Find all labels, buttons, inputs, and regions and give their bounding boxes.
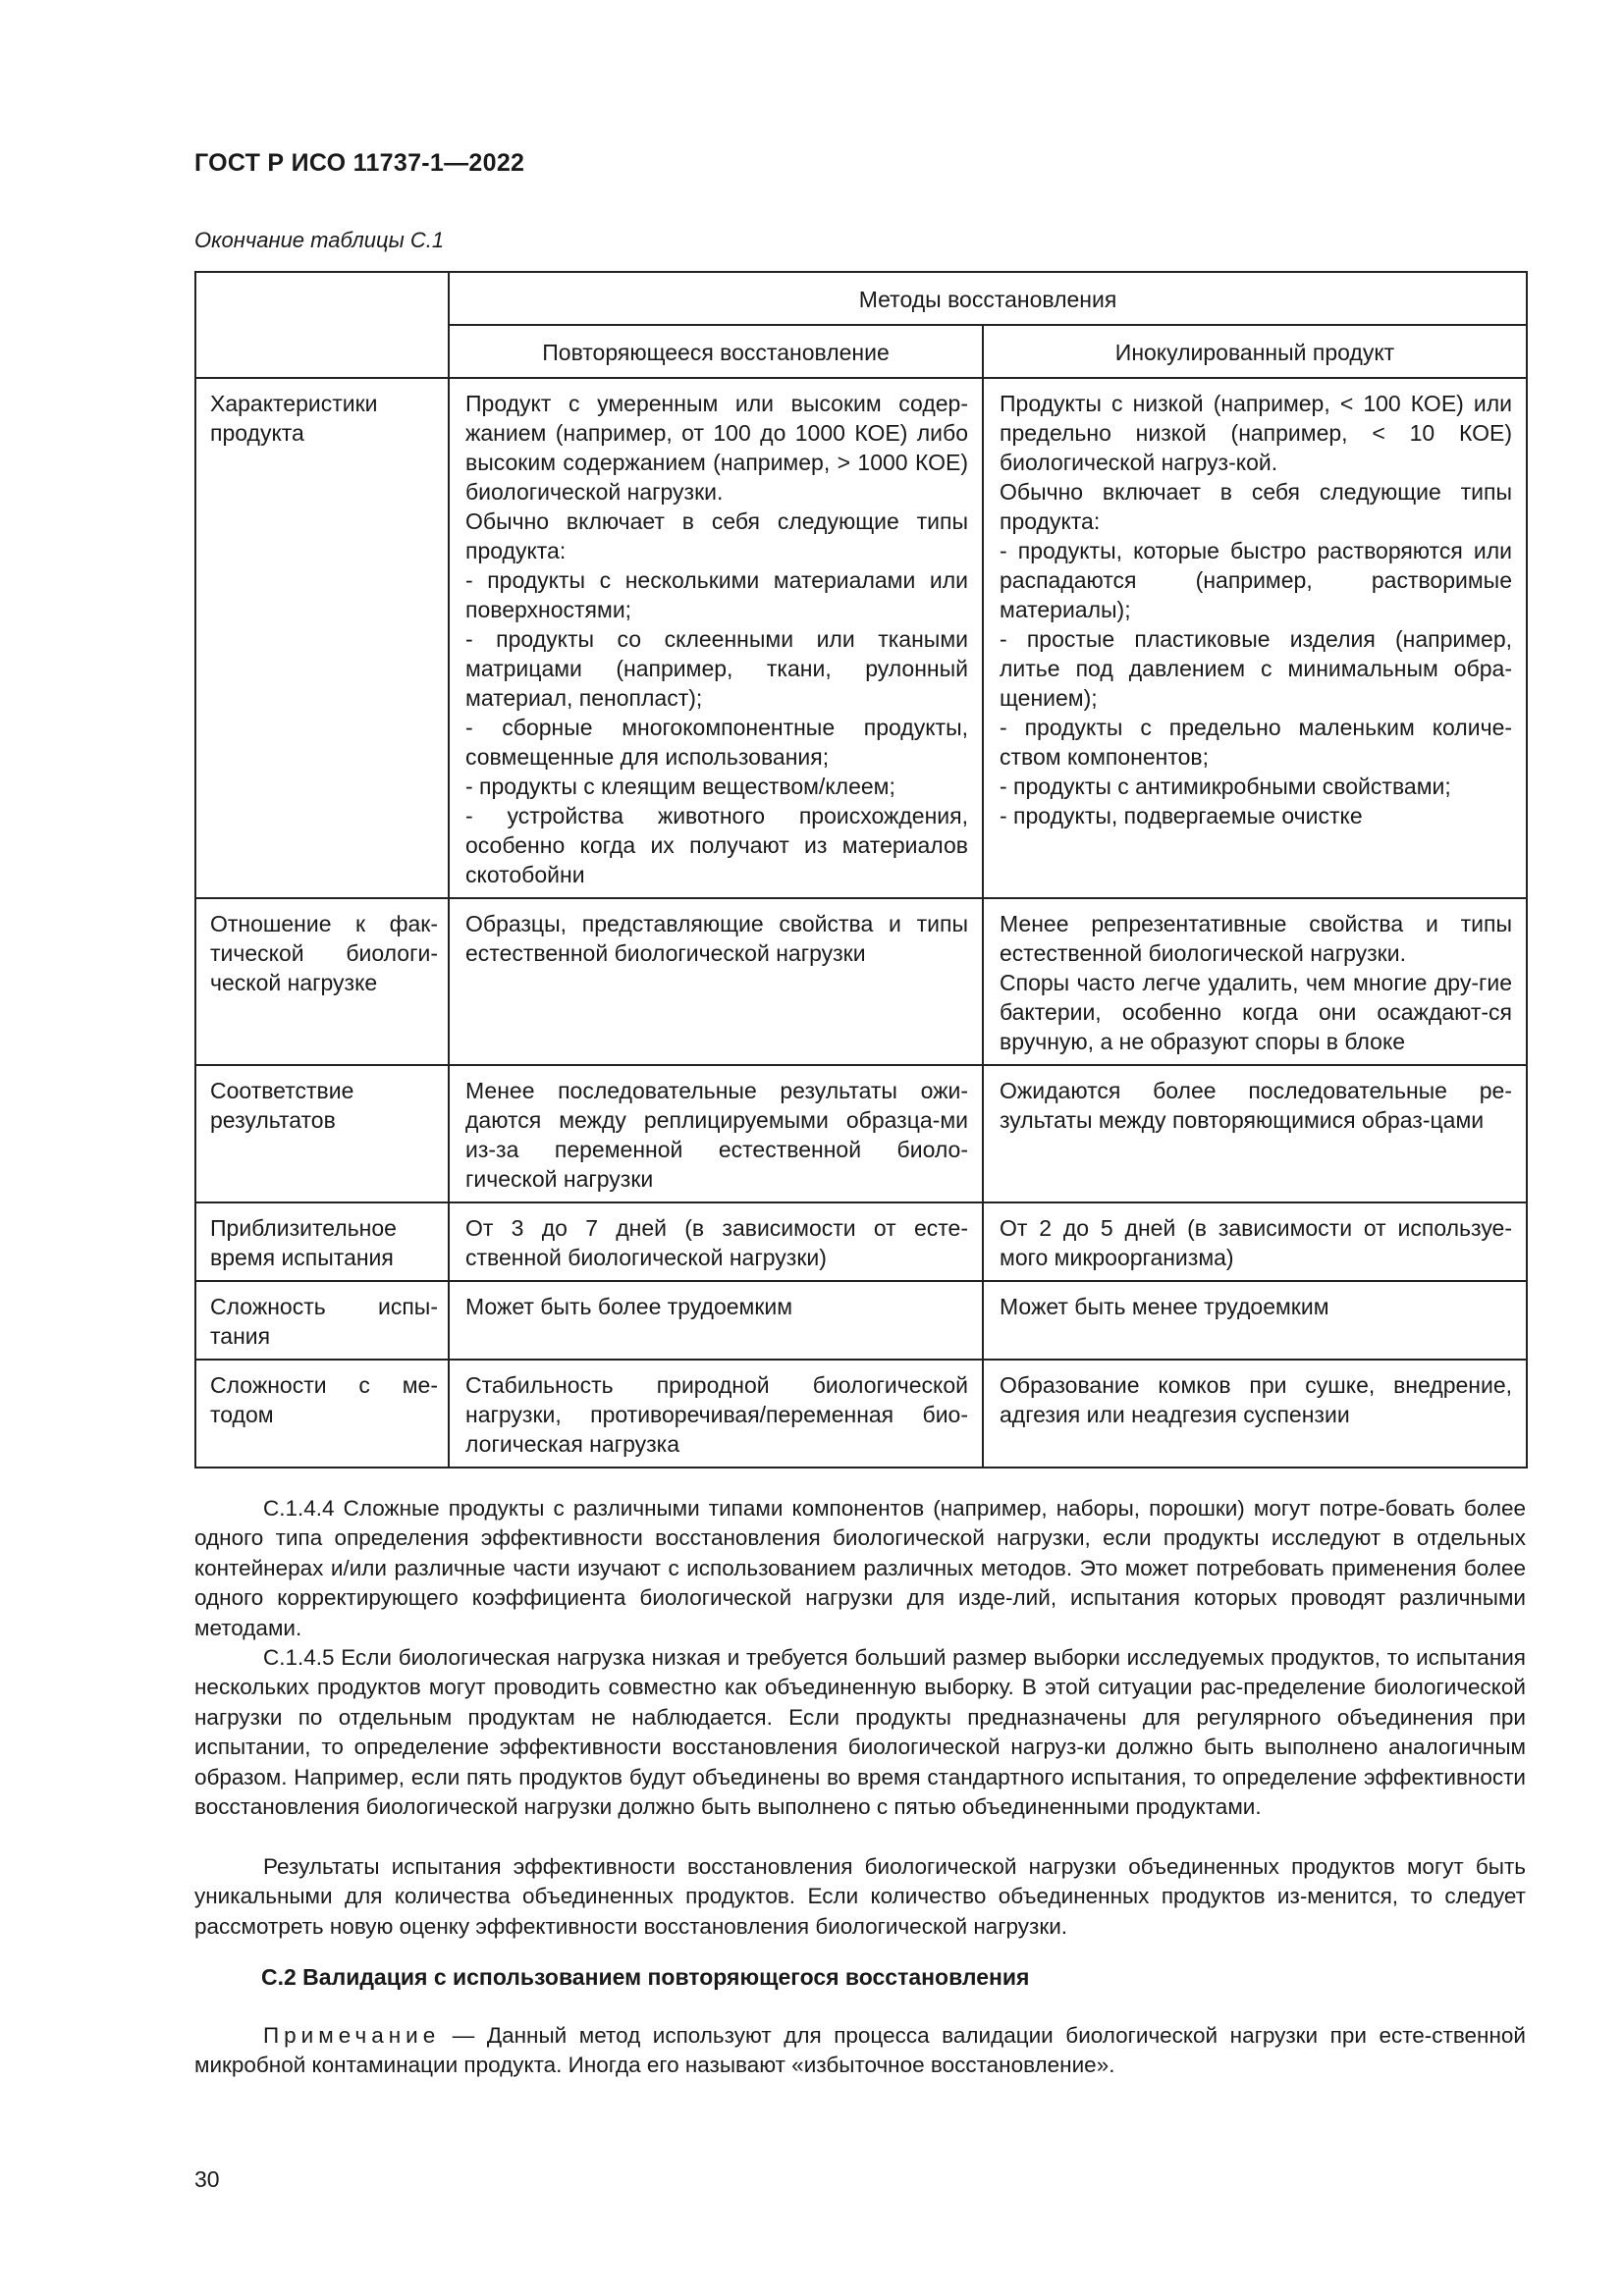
cell-line: Менее последовательные результаты ожи-даются между реплицируемыми образца-ми из-за переменной естественной биоло-гической нагрузки: [465, 1078, 968, 1192]
cell-repeated-recovery: [449, 1202, 983, 1281]
cell-line: - продукты, которые быстро растворяются или распадаются (например, растворимые материалы);: [1000, 538, 1513, 622]
cell-line: Образование комков при сушке, внедрение, адгезия или неадгезия суспензии: [1000, 1372, 1513, 1427]
paragraph-pooled-results: [194, 1852, 1526, 1942]
cell-repeated-recovery: [449, 898, 983, 1065]
cell-line: - сборные многокомпонентные продукты, совмещенные для использования;: [465, 715, 968, 770]
cell-line: Продукты с низкой (например, < 100 КОЕ) или предельно низкой (например, < 10 КОЕ) биологической нагруз-кой.: [1000, 391, 1513, 475]
cell-line: Ожидаются более последовательные ре-зультаты между повторяющимися образ-цами: [1000, 1078, 1513, 1133]
cell-line: Может быть менее трудоемким: [1000, 1294, 1329, 1319]
cell-line: Менее репрезентативные свойства и типы естественной биологической нагрузки.: [1000, 911, 1513, 966]
row-label: Приблизительное время испытания: [195, 1202, 449, 1281]
methods-comparison-table: [194, 271, 1528, 1468]
cell-line: От 3 до 7 дней (в зависимости от есте-ственной биологической нагрузки): [465, 1215, 968, 1270]
cell-line: Стабильность природной биологической нагрузки, противоречивая/переменная био-логическая нагрузка: [465, 1372, 968, 1457]
page-number: 30: [194, 2166, 220, 2192]
section-title-c2: С.2 Валидация с использованием повторяющегося восстановления: [261, 1964, 1030, 1990]
paragraph-text: С.1.4.4 Сложные продукты с различными типами компонентов (например, наборы, порошки) могут потре-бовать более одного типа определения эффективности восстановления биологической нагрузки, если продукты исследуют в отдельных контейнерах и/или различные части изучают с использованием различных методов. Это может потребовать применения более одного корректирующего коэффициента биологической нагрузки для изде-лий, испытания которых проводят различными методами.: [194, 1496, 1526, 1640]
cell-line: Может быть более трудоемким: [465, 1294, 793, 1319]
row-label: Сложность испы-тания: [195, 1281, 449, 1360]
note-paragraph: [194, 2021, 1526, 2081]
note-text: — Данный метод используют для процесса валидации биологической нагрузки при есте-ственной микробной контаминации продукта. Иногда его называют «избыточное восстановление».: [194, 2023, 1526, 2078]
document-header: ГОСТ Р ИСО 11737-1—2022: [194, 149, 525, 177]
cell-line: От 2 до 5 дней (в зависимости от используе-мого микроорганизма): [1000, 1215, 1513, 1270]
paragraph-c144: [194, 1494, 1526, 1643]
table-row: [195, 1202, 1527, 1281]
cell-inoculated-product: [983, 1281, 1527, 1360]
cell-line: Споры часто легче удалить, чем многие дру-гие бактерии, особенно когда они осаждают-ся вручную, а не образуют споры в блоке: [1000, 970, 1513, 1054]
row-label: Сложности с ме-тодом: [195, 1360, 449, 1468]
row-label: Соответствие результатов: [195, 1065, 449, 1202]
table-row: [195, 1281, 1527, 1360]
cell-line: - продукты с предельно маленьким количе-ством компонентов;: [1000, 715, 1513, 770]
cell-line: - устройства животного происхождения, особенно когда их получают из материалов скотобойни: [465, 803, 968, 887]
cell-line: - продукты, подвергаемые очистке: [1000, 803, 1363, 828]
cell-repeated-recovery: [449, 1065, 983, 1202]
cell-repeated-recovery: [449, 1360, 983, 1468]
cell-line: - продукты с несколькими материалами или поверхностями;: [465, 567, 968, 622]
cell-line: - простые пластиковые изделия (например, литье под давлением с минимальным обра-щением);: [1000, 626, 1513, 711]
table-row: [195, 1065, 1527, 1202]
cell-line: - продукты с антимикробными свойствами;: [1000, 774, 1451, 799]
cell-repeated-recovery: [449, 1281, 983, 1360]
table-row: [195, 1360, 1527, 1468]
cell-line: - продукты с клеящим веществом/клеем;: [465, 774, 895, 799]
cell-line: Образцы, представляющие свойства и типы естественной биологической нагрузки: [465, 911, 968, 966]
table-group-header-row: [195, 272, 1527, 325]
table-row: [195, 898, 1527, 1065]
paragraph-text: Результаты испытания эффективности восстановления биологической нагрузки объединенных продуктов могут быть уникальными для количества объединенных продуктов. Если количество объединенных продуктов из-менится, то следует рассмотреть новую оценку эффективности восстановления биологической нагрузки.: [194, 1854, 1526, 1939]
cell-repeated-recovery: [449, 378, 983, 898]
column-header-inoculated-product: Инокулированный продукт: [983, 325, 1527, 378]
paragraph-c145: [194, 1643, 1526, 1822]
table-corner-cell: [195, 272, 449, 378]
row-label: Характеристики продукта: [195, 378, 449, 898]
cell-line: Обычно включает в себя следующие типы продукта:: [465, 508, 968, 563]
cell-inoculated-product: [983, 1202, 1527, 1281]
cell-line: - продукты со склеенными или ткаными матрицами (например, ткани, рулонный материал, пенопласт);: [465, 626, 968, 711]
cell-inoculated-product: [983, 898, 1527, 1065]
cell-line: Продукт с умеренным или высоким содер-жанием (например, от 100 до 1000 КОЕ) либо высоким содержанием (например, > 1000 КОЕ) биологической нагрузки.: [465, 391, 968, 505]
cell-inoculated-product: [983, 1065, 1527, 1202]
cell-inoculated-product: [983, 378, 1527, 898]
paragraph-text: С.1.4.5 Если биологическая нагрузка низкая и требуется больший размер выборки исследуемых продуктов, то испытания нескольких продуктов могут проводить совместно как объединенную выборку. В этой ситуации рас-пределение биологической нагрузки по отдельным продуктам не наблюдается. Если продукты предназначены для регулярного объединения при испытании, то определение эффективности восстановления биологической нагруз-ки должно быть выполнено аналогичным образом. Например, если пять продуктов будут объединены во время стандартного испытания, то определение эффективности восстановления биологической нагрузки должно быть выполнено с пятью объединенными продуктами.: [194, 1645, 1526, 1820]
table-caption: Окончание таблицы С.1: [194, 228, 445, 252]
row-label: Отношение к фак-тической биологи-ческой нагрузке: [195, 898, 449, 1065]
note-label: Примечание: [263, 2023, 441, 2048]
column-header-repeated-recovery: Повторяющееся восстановление: [449, 325, 983, 378]
group-header-cell: Методы восстановления: [449, 272, 1527, 325]
table-row: [195, 378, 1527, 898]
cell-inoculated-product: [983, 1360, 1527, 1468]
cell-line: Обычно включает в себя следующие типы продукта:: [1000, 479, 1513, 534]
